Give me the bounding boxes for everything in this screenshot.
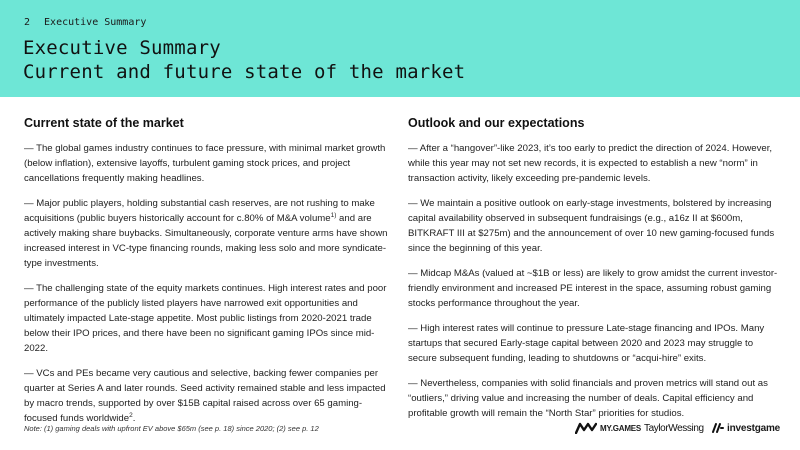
title-line-1: Executive Summary — [23, 37, 221, 59]
page-indicator — [24, 17, 146, 28]
investgame-mark-icon — [712, 423, 724, 433]
outlook-paragraph-5: — Nevertheless, companies with solid financials and proven metrics will stand out as “outliers,” driving value and increasing the number of deals. Capital efficiency and profitable growth will remain the “North Star” priorities for studios. — [408, 378, 768, 419]
current-state-paragraph-2 — [24, 196, 394, 271]
mygames-logo — [575, 420, 641, 436]
current-state-paragraph-4 — [24, 366, 394, 426]
mygames-mark-icon — [575, 422, 597, 434]
section-label: Executive Summary — [44, 17, 147, 28]
current-state-paragraph-3: — The challenging state of the equity markets continues. High interest rates and poor performance of the publicly listed players have narrowed exit opportunities and ultimately impacted Late-stage appetite. Most public listings from 2020-2021 trade below their IPO prices, and there have been no significant gaming IPOs since mid-2022. — [24, 283, 387, 354]
page-number: 2 — [24, 17, 31, 28]
title-line-2: Current and future state of the market — [23, 61, 466, 83]
outlook-paragraph-1: — After a “hangover”-like 2023, it’s too early to predict the direction of 2024. However, while this year may not set new records, it is expected to establish a new “norm” in transaction activity, likely exceeding pre-pandemic levels. — [408, 143, 773, 184]
paragraph-4-text-a: — VCs and PEs became very cautious and selective, backing fewer companies per quarter at Series A and later rounds. Seed activity remained stable and less impacted by macro trends, supported by over $15B capital raised across over 65 gaming-focused funds worldwide — [24, 368, 386, 424]
outlook-heading: Outlook and our expectations — [408, 116, 585, 130]
paragraph-2-text-b: and are actively making share buybacks. Simultaneously, corporate venture arms have shown increased interest in VC-type financing rounds, making less solo and more syndicate-type investments. — [24, 213, 388, 269]
footnote-ref-2: 2 — [129, 411, 133, 419]
outlook-paragraph-2: — We maintain a positive outlook on early-stage investments, bolstered by increasing capital availability observed in subsequent fundraisings (e.g., a16z II at $600m, BITKRAFT III at $275m) and the announcement of over 10 new gaming-focused funds since the beginning of this year. — [408, 198, 775, 254]
taylorwessing-logo — [644, 420, 704, 436]
outlook-paragraph-3: — Midcap M&As (valued at ~$1B or less) are likely to grow amidst the current investor-friendly environment and increased PE interest in the space, assuming robust gaming stocks performance throughout the year. — [408, 268, 778, 309]
paragraph-2-text-a: — Major public players, holding substantial cash reserves, are not rushing to make acquisitions (public buyers historically account for c.80% of M&A volume — [24, 198, 375, 224]
page-title — [23, 36, 465, 84]
investgame-wordmark: investgame — [727, 422, 781, 434]
footnote-ref-1: 1) — [330, 211, 337, 219]
footnote: Note: (1) gaming deals with upfront EV above $65m (see p. 18) since 2020; (2) see p. 12 — [24, 424, 319, 433]
current-state-column — [24, 116, 394, 436]
outlook-paragraph-4: — High interest rates will continue to pressure Late-stage financing and IPOs. Many startups that secured Early-stage capital between 2020 and 2023 may struggle to secure subsequent funding, leading to shutdowns or “acqui-hire” exits. — [408, 323, 765, 364]
taylorwessing-wordmark: TaylorWessing — [644, 422, 704, 434]
header-banner — [0, 0, 800, 97]
current-state-paragraph-1: — The global games industry continues to face pressure, with minimal market growth (below inflation), extensive layoffs, turbulent gaming stock prices, and project cancellations frequently making headlines. — [24, 143, 386, 184]
outlook-column — [408, 116, 780, 431]
paragraph-4-text-b: . — [132, 413, 136, 424]
current-state-heading: Current state of the market — [24, 116, 184, 130]
investgame-logo — [712, 420, 780, 436]
mygames-wordmark: MY.GAMES — [600, 423, 642, 433]
